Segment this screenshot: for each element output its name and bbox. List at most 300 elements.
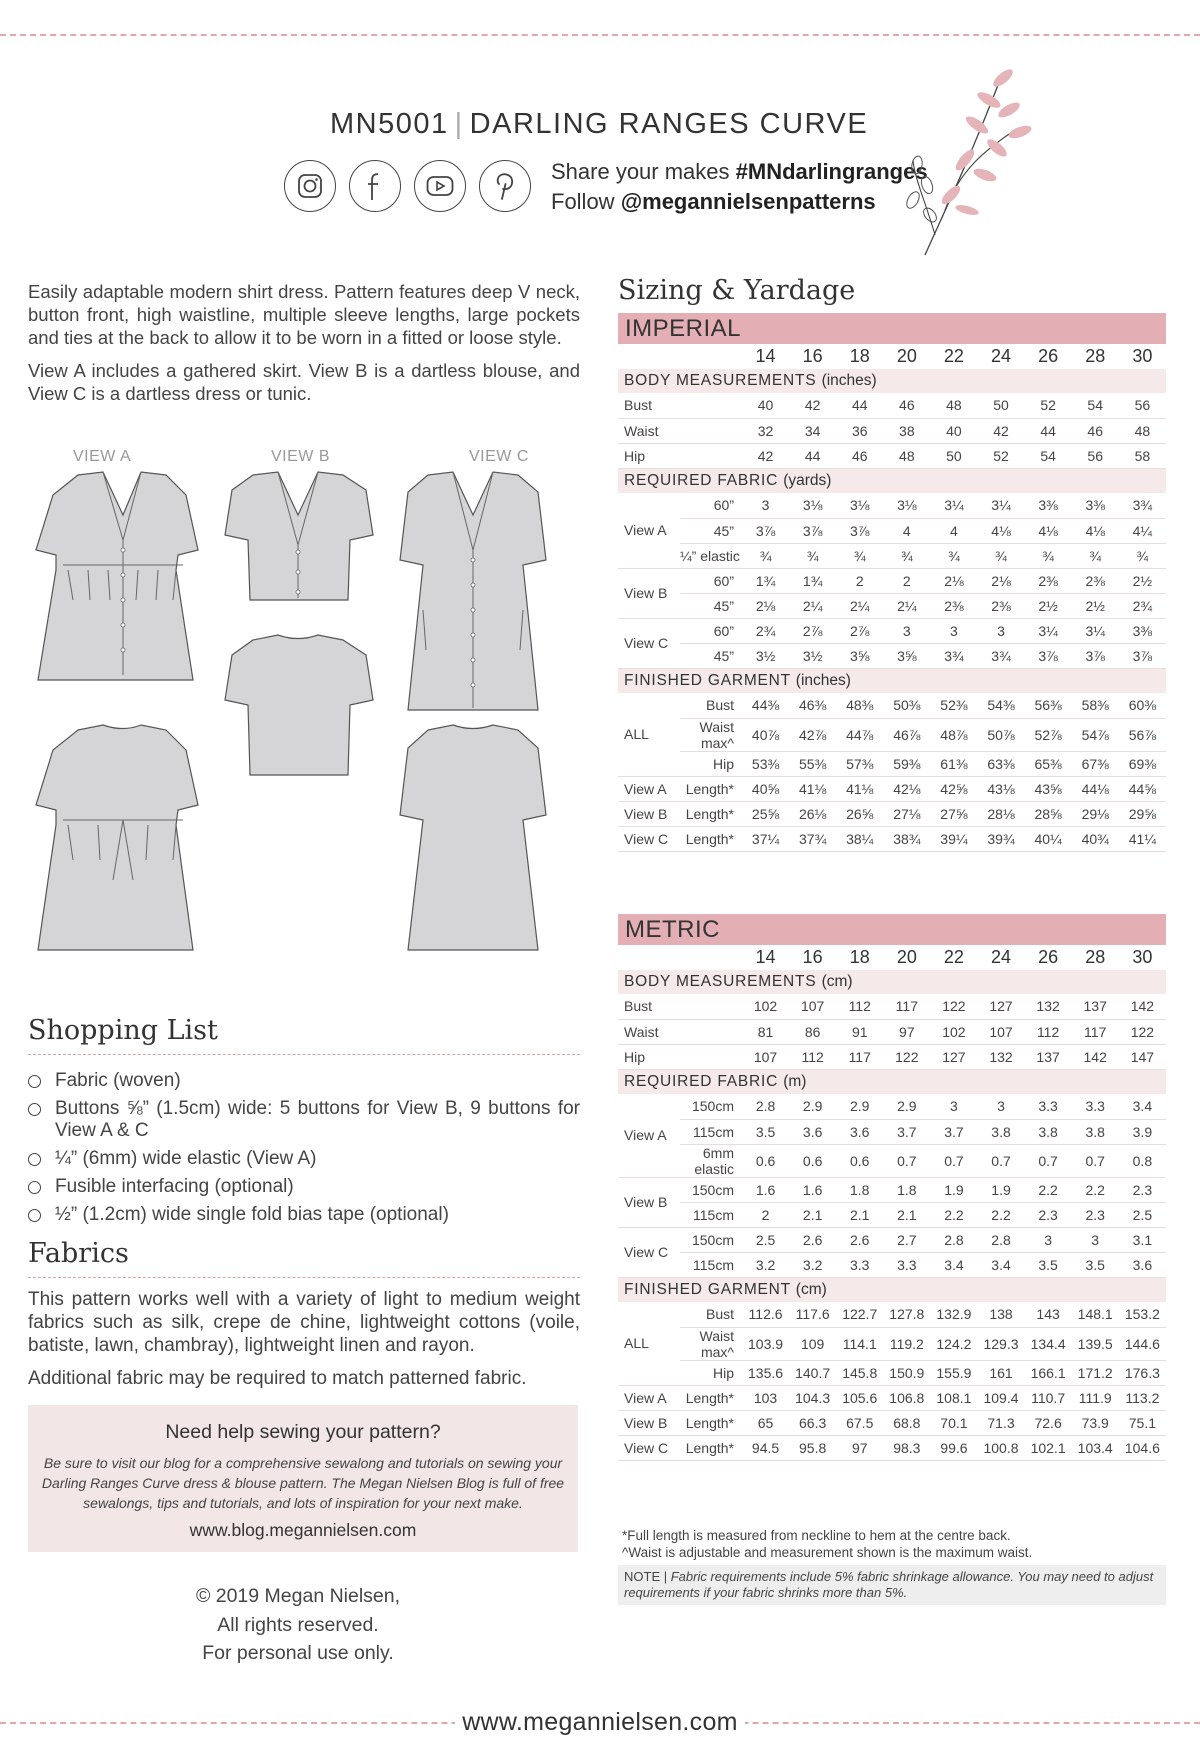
- table-cell: 2¾: [1119, 593, 1166, 618]
- size-header: 14: [755, 346, 776, 366]
- table-cell: 54: [1072, 393, 1119, 418]
- table-cell: 67.5: [836, 1410, 883, 1435]
- row-sublabel: 60”: [680, 493, 742, 518]
- table-cell: 1.6: [742, 1177, 789, 1202]
- table-cell: 3.4: [1119, 1094, 1166, 1119]
- row-sublabel: 45”: [680, 518, 742, 543]
- fabrics-divider: [28, 1277, 580, 1278]
- table-row: [618, 518, 1166, 543]
- table-row: [618, 1410, 1166, 1435]
- imperial-table: [618, 313, 1166, 852]
- instagram-icon[interactable]: [284, 160, 336, 212]
- table-cell: 56⅜: [1025, 693, 1072, 718]
- social-icons: [284, 160, 531, 212]
- table-cell: 155.9: [930, 1360, 977, 1385]
- fabrics-title: Fabrics: [28, 1238, 129, 1269]
- table-cell: 104.3: [789, 1385, 836, 1410]
- table-cell: 3.4: [977, 1252, 1024, 1277]
- table-cell: 2.7: [883, 1227, 930, 1252]
- share-text: Share your makes #MNdarlingranges Follow @megannielsenpatterns: [551, 159, 928, 214]
- table-row: [618, 1227, 1166, 1252]
- table-cell: 46: [883, 393, 930, 418]
- facebook-icon[interactable]: [349, 160, 401, 212]
- table-cell: 50⅞: [977, 718, 1024, 751]
- size-header: 16: [802, 947, 823, 967]
- table-cell: 3⅞: [742, 518, 789, 543]
- table-cell: 2.9: [836, 1094, 883, 1119]
- table-cell: 58: [1119, 443, 1166, 468]
- table-row: [618, 1069, 1166, 1094]
- table-cell: 71.3: [977, 1410, 1024, 1435]
- table-cell: 3: [1025, 1227, 1072, 1252]
- row-sublabel: 45”: [680, 643, 742, 668]
- table-cell: 2⅜: [977, 593, 1024, 618]
- table-cell: 103: [742, 1385, 789, 1410]
- table-cell: 3⅞: [1119, 643, 1166, 668]
- size-header: 28: [1085, 346, 1106, 366]
- table-cell: 26⅛: [789, 801, 836, 826]
- table-cell: 112.6: [742, 1302, 789, 1327]
- table-cell: 0.6: [742, 1144, 789, 1177]
- table-cell: 3.3: [836, 1252, 883, 1277]
- table-cell: 106.8: [883, 1385, 930, 1410]
- table-row: [618, 1385, 1166, 1410]
- size-header: 30: [1132, 346, 1153, 366]
- table-cell: 95.8: [789, 1435, 836, 1460]
- table-cell: 2.1: [883, 1202, 930, 1227]
- table-cell: 56: [1119, 393, 1166, 418]
- table-cell: 42: [977, 418, 1024, 443]
- row-sublabel: Bust: [680, 1302, 742, 1327]
- table-cell: 112: [1025, 1019, 1072, 1044]
- table-cell: 2: [883, 568, 930, 593]
- row-sublabel: 115cm: [680, 1202, 742, 1227]
- table-cell: ¾: [1119, 543, 1166, 568]
- table-cell: 114.1: [836, 1327, 883, 1360]
- table-row: [618, 418, 1166, 443]
- table-cell: 91: [836, 1019, 883, 1044]
- table-cell: 4¼: [1119, 518, 1166, 543]
- table-cell: 2.9: [883, 1094, 930, 1119]
- table-cell: 111.9: [1072, 1385, 1119, 1410]
- table-cell: 3.7: [930, 1119, 977, 1144]
- view-label: View B: [618, 1410, 680, 1435]
- table-cell: 3⅞: [836, 518, 883, 543]
- size-header: 22: [943, 947, 964, 967]
- table-cell: 144.6: [1119, 1327, 1166, 1360]
- table-cell: 40: [742, 393, 789, 418]
- table-cell: 150.9: [883, 1360, 930, 1385]
- table-cell: 143: [1025, 1302, 1072, 1327]
- table-cell: 75.1: [1119, 1410, 1166, 1435]
- table-cell: 3.9: [1119, 1119, 1166, 1144]
- table-cell: 3⅛: [883, 493, 930, 518]
- table-cell: 102.1: [1025, 1435, 1072, 1460]
- table-row: [618, 493, 1166, 518]
- table-cell: 42: [789, 393, 836, 418]
- table-row: [618, 914, 1166, 945]
- table-row: [618, 543, 1166, 568]
- table-cell: 26⅝: [836, 801, 883, 826]
- table-cell: 3.8: [1025, 1119, 1072, 1144]
- table-cell: 3: [883, 618, 930, 643]
- list-item: Fabric (woven): [28, 1070, 580, 1092]
- table-cell: 65: [742, 1410, 789, 1435]
- table-cell: 3.6: [1119, 1252, 1166, 1277]
- hashtag: #MNdarlingranges: [735, 159, 928, 184]
- row-sublabel: Length*: [680, 1410, 742, 1435]
- table-cell: 40⅝: [742, 776, 789, 801]
- row-sublabel: Length*: [680, 776, 742, 801]
- table-cell: 117: [1072, 1019, 1119, 1044]
- row-sublabel: 115cm: [680, 1119, 742, 1144]
- table-cell: 107: [789, 994, 836, 1019]
- view-label: View B: [618, 1177, 680, 1227]
- table-cell: 94.5: [742, 1435, 789, 1460]
- view-b-label: VIEW B: [271, 448, 331, 465]
- bullet-icon: [28, 1075, 41, 1088]
- table-cell: 3.3: [883, 1252, 930, 1277]
- table-cell: 117.6: [789, 1302, 836, 1327]
- table-cell: 4⅛: [1025, 518, 1072, 543]
- table-cell: 55⅜: [789, 751, 836, 776]
- table-cell: 100.8: [977, 1435, 1024, 1460]
- table-cell: 2.8: [930, 1227, 977, 1252]
- table-cell: 147: [1119, 1044, 1166, 1069]
- section-header: REQUIRED FABRIC (yards): [618, 468, 1166, 493]
- table-cell: 127: [930, 1044, 977, 1069]
- table-cell: 2.3: [1025, 1202, 1072, 1227]
- table-cell: ¾: [977, 543, 1024, 568]
- table-cell: 2.2: [1072, 1177, 1119, 1202]
- table-cell: 110.7: [1025, 1385, 1072, 1410]
- table-cell: 98.3: [883, 1435, 930, 1460]
- table-row: [618, 776, 1166, 801]
- table-row: [618, 945, 1166, 970]
- table-cell: 107: [977, 1019, 1024, 1044]
- table-row: [618, 618, 1166, 643]
- table-row: [618, 443, 1166, 468]
- table-cell: 102: [930, 1019, 977, 1044]
- table-cell: 3: [1072, 1227, 1119, 1252]
- table-cell: 108.1: [930, 1385, 977, 1410]
- table-cell: 137: [1025, 1044, 1072, 1069]
- table-cell: 2: [742, 1202, 789, 1227]
- table-cell: 42⅛: [883, 776, 930, 801]
- row-sublabel: 150cm: [680, 1094, 742, 1119]
- table-row: [618, 344, 1166, 369]
- table-cell: 28⅝: [1025, 801, 1072, 826]
- table-cell: ¾: [883, 543, 930, 568]
- table-cell: 3.3: [1072, 1094, 1119, 1119]
- table-cell: 39¾: [977, 826, 1024, 851]
- table-cell: 3¼: [1025, 618, 1072, 643]
- table-cell: 56⅞: [1119, 718, 1166, 751]
- table-cell: 127.8: [883, 1302, 930, 1327]
- table-cell: 122: [1119, 1019, 1166, 1044]
- shopping-list: [28, 1070, 580, 1232]
- table-row: [618, 593, 1166, 618]
- row-sublabel: 150cm: [680, 1177, 742, 1202]
- table-row: [618, 826, 1166, 851]
- row-sublabel: 60”: [680, 618, 742, 643]
- table-cell: 3.8: [1072, 1119, 1119, 1144]
- size-header: 30: [1132, 947, 1153, 967]
- table-cell: 3½: [742, 643, 789, 668]
- list-item: Fusible interfacing (optional): [28, 1176, 580, 1198]
- table-cell: 44⅛: [1072, 776, 1119, 801]
- table-row: [618, 1202, 1166, 1227]
- row-sublabel: 60”: [680, 568, 742, 593]
- metric-table: [618, 914, 1166, 1461]
- fabrics-description: This pattern works well with a variety of light to medium weight fabrics such as silk, crepe de chine, lightweight cottons (voile, batiste, lawn, chambray), lightweight linen and rayon. Additional fabric may be required to match patterned fabric.: [28, 1289, 580, 1389]
- table-cell: 142: [1072, 1044, 1119, 1069]
- row-label: Bust: [618, 393, 742, 418]
- table-cell: 124.2: [930, 1327, 977, 1360]
- table-cell: 0.6: [789, 1144, 836, 1177]
- section-header: REQUIRED FABRIC (m): [618, 1069, 1166, 1094]
- size-header: 16: [802, 346, 823, 366]
- table-cell: 2⅜: [1072, 568, 1119, 593]
- table-cell: 112: [789, 1044, 836, 1069]
- table-cell: 3.6: [836, 1119, 883, 1144]
- table-cell: 0.7: [883, 1144, 930, 1177]
- row-sublabel: 150cm: [680, 1227, 742, 1252]
- help-body: Be sure to visit our blog for a comprehensive sewalong and tutorials on sewing your Darling Ranges Curve dress & blouse pattern. The Megan Nielsen Blog is full of free sewalongs, tips and tutorials, and lots of inspiration for your next make.: [41, 1455, 565, 1511]
- shopping-list-title: Shopping List: [28, 1015, 218, 1046]
- table-cell: 48⅞: [930, 718, 977, 751]
- table-cell: 145.8: [836, 1360, 883, 1385]
- table-cell: 2¾: [742, 618, 789, 643]
- table-cell: 2.1: [836, 1202, 883, 1227]
- view-b-front-illustration: [225, 472, 373, 600]
- instagram-handle: @megannielsenpatterns: [620, 189, 876, 214]
- table-cell: 3¼: [1072, 618, 1119, 643]
- view-label: View A: [618, 1385, 680, 1410]
- table-cell: 122: [930, 994, 977, 1019]
- table-cell: 148.1: [1072, 1302, 1119, 1327]
- table-cell: 117: [883, 994, 930, 1019]
- table-cell: 105.6: [836, 1385, 883, 1410]
- youtube-icon[interactable]: [414, 160, 466, 212]
- row-label: Hip: [618, 443, 742, 468]
- table-row: [618, 1044, 1166, 1069]
- table-cell: 2.9: [789, 1094, 836, 1119]
- table-cell: 56: [1072, 443, 1119, 468]
- table-cell: 3⅛: [836, 493, 883, 518]
- botanical-illustration: [905, 60, 1035, 260]
- table-row: [618, 643, 1166, 668]
- table-cell: 119.2: [883, 1327, 930, 1360]
- pinterest-icon[interactable]: [479, 160, 531, 212]
- view-label: View C: [618, 826, 680, 851]
- table-cell: 3⅜: [1119, 618, 1166, 643]
- table-cell: 2.8: [977, 1227, 1024, 1252]
- table-cell: 54⅞: [1072, 718, 1119, 751]
- table-cell: 57⅜: [836, 751, 883, 776]
- table-cell: 3⅞: [789, 518, 836, 543]
- size-header: 26: [1038, 346, 1059, 366]
- bullet-icon: [28, 1209, 41, 1222]
- view-label: View C: [618, 1227, 680, 1277]
- table-cell: 66.3: [789, 1410, 836, 1435]
- table-cell: 122.7: [836, 1302, 883, 1327]
- row-sublabel: Hip: [680, 1360, 742, 1385]
- table-row: [618, 1094, 1166, 1119]
- table-cell: 2½: [1025, 593, 1072, 618]
- size-header: 28: [1085, 947, 1106, 967]
- table-cell: 3¾: [1119, 493, 1166, 518]
- table-cell: 3¾: [977, 643, 1024, 668]
- table-cell: 27⅛: [883, 801, 930, 826]
- table-cell: 48: [1119, 418, 1166, 443]
- blog-link[interactable]: www.blog.megannielsen.com: [189, 1520, 417, 1540]
- table-cell: 3⅞: [1025, 643, 1072, 668]
- row-sublabel: ¼” elastic: [680, 543, 742, 568]
- table-cell: 4⅛: [977, 518, 1024, 543]
- footer-link[interactable]: www.megannielsen.com: [455, 1702, 745, 1742]
- table-cell: 176.3: [1119, 1360, 1166, 1385]
- table-cell: 2.2: [1025, 1177, 1072, 1202]
- row-sublabel: Waist max^: [680, 1327, 742, 1360]
- top-dashed-border: [0, 34, 1200, 36]
- table-cell: 2⅛: [930, 568, 977, 593]
- table-cell: 104.6: [1119, 1435, 1166, 1460]
- table-cell: 44: [836, 393, 883, 418]
- list-item: Buttons ⅝” (1.5cm) wide: 5 buttons for View B, 9 buttons for View A & C: [28, 1098, 580, 1142]
- row-sublabel: Waist max^: [680, 718, 742, 751]
- table-cell: 1¾: [742, 568, 789, 593]
- table-row: [618, 1144, 1166, 1177]
- table-cell: 2.6: [789, 1227, 836, 1252]
- table-cell: 37¼: [742, 826, 789, 851]
- page-title: MN5001 | DARLING RANGES CURVE: [330, 108, 869, 140]
- table-cell: 137: [1072, 994, 1119, 1019]
- view-label: View C: [618, 618, 680, 668]
- view-label: ALL: [618, 1302, 680, 1385]
- table-row: [618, 369, 1166, 393]
- shopping-divider: [28, 1054, 580, 1055]
- table-cell: 3¼: [930, 493, 977, 518]
- table-cell: 171.2: [1072, 1360, 1119, 1385]
- shrinkage-note: NOTE | Fabric requirements include 5% fabric shrinkage allowance. You may need to adjust requirements if your fabric shrinks more than 5%.: [618, 1565, 1166, 1605]
- unit-header: METRIC: [618, 914, 1166, 945]
- table-row: [618, 468, 1166, 493]
- view-label: View A: [618, 1094, 680, 1177]
- view-label: View A: [618, 776, 680, 801]
- table-cell: 3: [977, 618, 1024, 643]
- table-row: [618, 1252, 1166, 1277]
- table-cell: 29⅛: [1072, 801, 1119, 826]
- table-cell: 46⅜: [789, 693, 836, 718]
- table-cell: 38¾: [883, 826, 930, 851]
- table-cell: 2.1: [789, 1202, 836, 1227]
- sizing-title: Sizing & Yardage: [618, 275, 856, 306]
- view-c-back-illustration: [400, 725, 546, 950]
- table-row: [618, 994, 1166, 1019]
- row-label: Hip: [618, 1044, 742, 1069]
- table-cell: 48: [883, 443, 930, 468]
- table-cell: 34: [789, 418, 836, 443]
- table-cell: 142: [1119, 994, 1166, 1019]
- table-cell: 63⅜: [977, 751, 1024, 776]
- view-a-label: VIEW A: [73, 448, 132, 465]
- table-cell: 122: [883, 1044, 930, 1069]
- table-cell: 134.4: [1025, 1327, 1072, 1360]
- view-label: View B: [618, 801, 680, 826]
- table-cell: 81: [742, 1019, 789, 1044]
- row-sublabel: 6mm elastic: [680, 1144, 742, 1177]
- table-cell: 29⅝: [1119, 801, 1166, 826]
- table-cell: 3.5: [742, 1119, 789, 1144]
- table-cell: ¾: [1025, 543, 1072, 568]
- table-cell: 36: [836, 418, 883, 443]
- table-cell: 3.7: [883, 1119, 930, 1144]
- table-cell: 2.3: [1119, 1177, 1166, 1202]
- table-cell: 3.8: [977, 1119, 1024, 1144]
- table-cell: 40: [930, 418, 977, 443]
- table-cell: 1.9: [977, 1177, 1024, 1202]
- table-cell: 1.8: [883, 1177, 930, 1202]
- table-cell: 2⅜: [930, 593, 977, 618]
- table-cell: 3⅜: [1072, 493, 1119, 518]
- table-cell: ¾: [930, 543, 977, 568]
- table-cell: 3.4: [930, 1252, 977, 1277]
- row-sublabel: 115cm: [680, 1252, 742, 1277]
- bullet-icon: [28, 1103, 41, 1116]
- table-cell: 2¼: [789, 593, 836, 618]
- view-label: View C: [618, 1435, 680, 1460]
- size-header: 18: [849, 947, 870, 967]
- table-cell: 46⅞: [883, 718, 930, 751]
- table-cell: 3: [977, 1094, 1024, 1119]
- table-cell: 1¾: [789, 568, 836, 593]
- size-header: 24: [991, 346, 1012, 366]
- table-cell: 52: [977, 443, 1024, 468]
- table-cell: 2⅞: [789, 618, 836, 643]
- table-cell: 86: [789, 1019, 836, 1044]
- table-cell: 69⅜: [1119, 751, 1166, 776]
- table-cell: 53⅜: [742, 751, 789, 776]
- row-sublabel: Length*: [680, 826, 742, 851]
- table-cell: 139.5: [1072, 1327, 1119, 1360]
- help-title: Need help sewing your pattern?: [165, 1421, 441, 1443]
- size-header: 26: [1038, 947, 1059, 967]
- view-a-back-illustration: [36, 725, 198, 950]
- table-cell: 109: [789, 1327, 836, 1360]
- row-label: Bust: [618, 994, 742, 1019]
- table-cell: 97: [836, 1435, 883, 1460]
- table-row: [618, 718, 1166, 751]
- table-cell: 3½: [789, 643, 836, 668]
- row-sublabel: 45”: [680, 593, 742, 618]
- table-cell: 109.4: [977, 1385, 1024, 1410]
- table-cell: 2.5: [742, 1227, 789, 1252]
- table-cell: 0.7: [1072, 1144, 1119, 1177]
- table-cell: 0.7: [930, 1144, 977, 1177]
- table-cell: 40⅞: [742, 718, 789, 751]
- table-cell: 0.6: [836, 1144, 883, 1177]
- table-cell: 38: [883, 418, 930, 443]
- table-cell: 44: [1025, 418, 1072, 443]
- pattern-description: Easily adaptable modern shirt dress. Pattern features deep V neck, button front, high waistline, multiple sleeve lengths, large pockets and ties at the back to allow it to be worn in a fitted or loose style. View A includes a gathered skirt. View B is a dartless blouse, and View C is a dartless dress or tunic.: [28, 281, 580, 404]
- size-header: 20: [896, 947, 917, 967]
- table-cell: 50: [930, 443, 977, 468]
- table-cell: 97: [883, 1019, 930, 1044]
- table-row: [618, 1177, 1166, 1202]
- section-header: FINISHED GARMENT (cm): [618, 1277, 1166, 1302]
- table-cell: 153.2: [1119, 1302, 1166, 1327]
